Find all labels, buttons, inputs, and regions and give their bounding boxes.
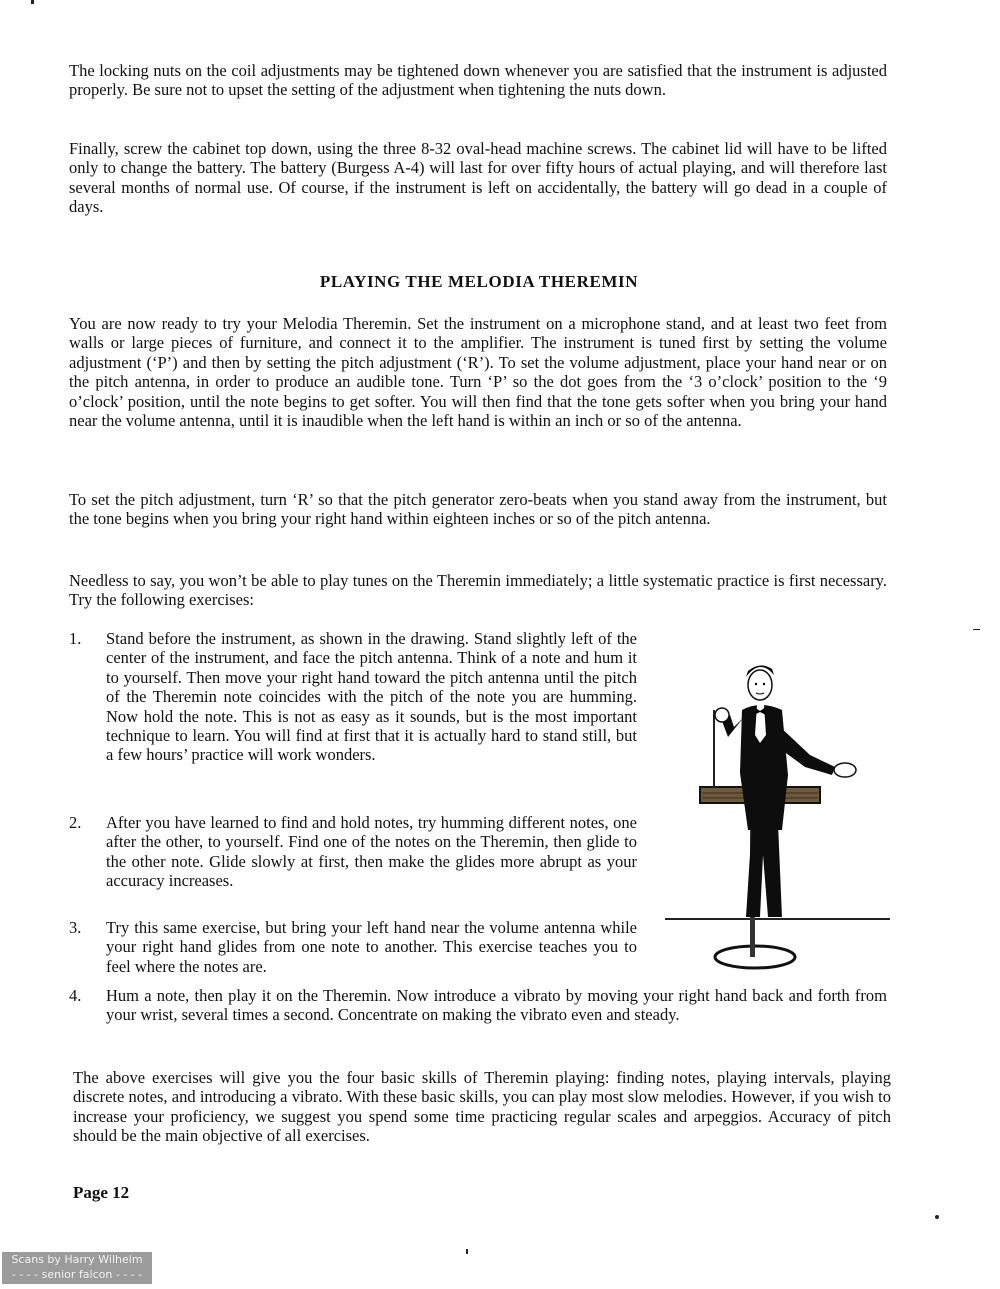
paragraph-ready-to-try: You are now ready to try your Melodia Theremin. Set the instrument on a microphone stand, and at least two feet from walls or large pieces of furniture, and connect it to the amplifier. The instrument is tuned first by setting the volume adjustment (‘P’) and then by setting the pitch adjustment (‘R’). To set the volume adjustment, place your hand near or on the pitch antenna, in order to produce an audible tone. Turn ‘P’ so the dot goes from the ‘3 o’clock’ position to the ‘9 o’clock’ position, until the note begins to get softer. You will then find that the tone gets softer when you bring your hand near the volume antenna, until it is inaudible when the left hand is within an inch or so of the antenna. bbox=[69, 314, 887, 431]
exercise-text: Hum a note, then play it on the Theremin. Now introduce a vibrato by moving your right hand back and forth from your wrist, several times a second. Concentrate on making the vibrato even and steady. bbox=[106, 986, 887, 1025]
exercise-number: 4. bbox=[69, 986, 82, 1005]
section-heading: PLAYING THE MELODIA THEREMIN bbox=[319, 272, 639, 291]
scan-speck bbox=[31, 0, 34, 4]
exercise-text: Stand before the instrument, as shown in the drawing. Stand slightly left of the center of the instrument, and face the pitch antenna. Think of a note and hum it to yourself. Then move your right hand toward the pitch antenna until the pitch of the Theremin note coincides with the pitch of the note you are humming. Now hold the note. This is not as easy as it sounds, but is the most important technique to learn. You will find at first that it is actually hard to stand still, but a few hours’ practice will work wonders. bbox=[106, 629, 637, 765]
exercise-text: Try this same exercise, but bring your left hand near the volume antenna while your right hand glides from one note to another. This exercise teaches you to feel where the notes are. bbox=[106, 918, 637, 976]
exercise-number: 3. bbox=[69, 918, 82, 937]
scan-speck bbox=[466, 1249, 468, 1254]
page-number: Page 12 bbox=[73, 1183, 130, 1202]
theremin-drawing bbox=[660, 655, 895, 980]
exercise-item-4 bbox=[69, 986, 887, 1025]
exercise-item-1 bbox=[69, 629, 637, 765]
watermark-line-2: - - - - senior falcon - - - - bbox=[11, 1268, 143, 1281]
watermark-line-1: Scans by Harry Wilhelm bbox=[11, 1253, 143, 1266]
exercise-text: After you have learned to find and hold notes, try humming different notes, one after the other, to yourself. Find one of the notes on the Theremin, then glide to the other note. Glide slowly at first, then make the glides more abrupt as your accuracy increases. bbox=[106, 813, 637, 891]
exercise-number: 1. bbox=[69, 629, 82, 648]
paragraph-pitch-adjustment: To set the pitch adjustment, turn ‘R’ so that the pitch generator zero-beats when you stand away from the instrument, but the tone begins when you bring your right hand within eighteen inches or so of the pitch antenna. bbox=[69, 490, 887, 529]
scan-speck bbox=[935, 1215, 939, 1219]
exercise-item-2 bbox=[69, 813, 637, 891]
paragraph-locking-nuts: The locking nuts on the coil adjustments may be tightened down whenever you are satisfied that the instrument is adjusted properly. Be sure not to upset the setting of the adjustment when tightening the nuts down. bbox=[69, 61, 887, 100]
exercise-number: 2. bbox=[69, 813, 82, 832]
scanner-watermark bbox=[2, 1252, 152, 1284]
paragraph-needless-to-say: Needless to say, you won’t be able to play tunes on the Theremin immediately; a little systematic practice is first necessary. Try the following exercises: bbox=[69, 571, 887, 610]
paragraph-cabinet-top: Finally, screw the cabinet top down, using the three 8-32 oval-head machine screws. The cabinet lid will have to be lifted only to change the battery. The battery (Burgess A-4) will last for over fifty hours of actual playing, and will therefore last several months of normal use. Of course, if the instrument is left on accidentally, the battery will go dead in a couple of days. bbox=[69, 139, 887, 217]
exercise-item-3 bbox=[69, 918, 637, 976]
theremin-player-illustration bbox=[660, 655, 895, 980]
scan-speck bbox=[973, 629, 980, 630]
paragraph-summary: The above exercises will give you the four basic skills of Theremin playing: finding notes, playing intervals, playing discrete notes, and introducing a vibrato. With these basic skills, you can play most slow melodies. However, if you wish to increase your proficiency, we suggest you spend some time practicing regular scales and arpeggios. Accuracy of pitch should be the main objective of all exercises. bbox=[73, 1068, 891, 1146]
